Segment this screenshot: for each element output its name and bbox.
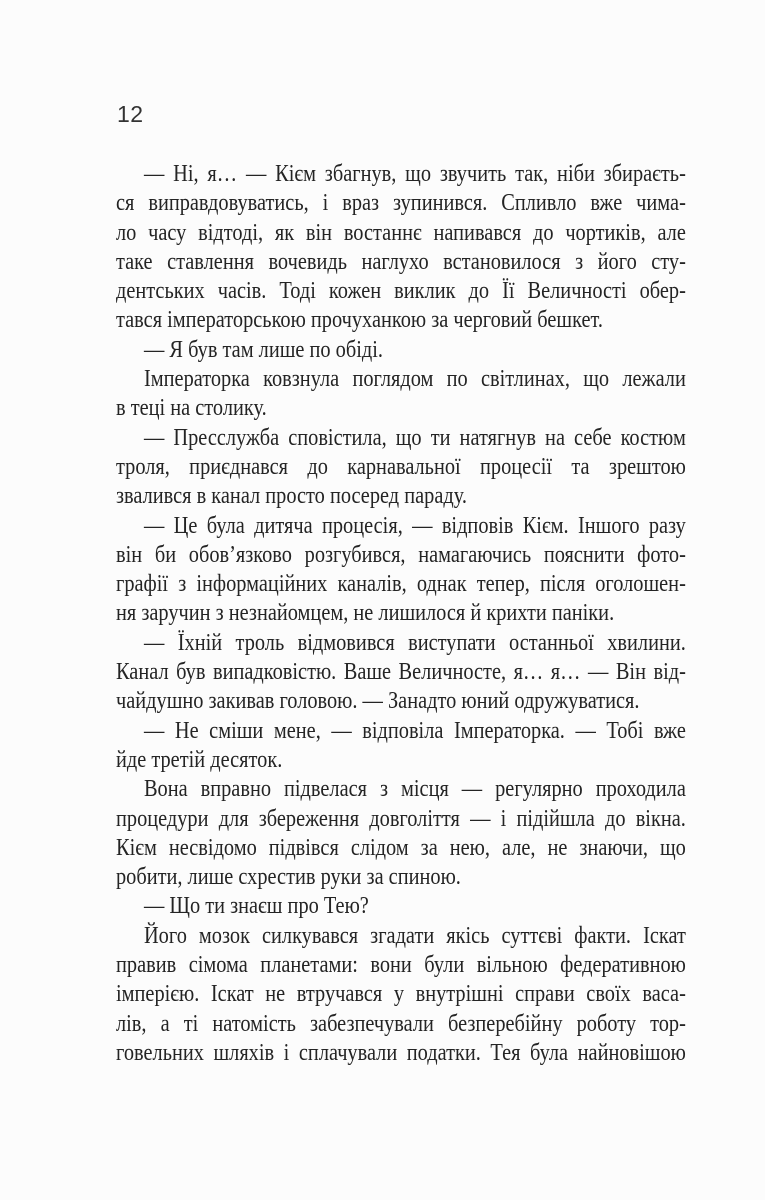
paragraph (116, 717, 686, 776)
paragraph (116, 336, 686, 365)
text-line: робити, лише схрестив руки за спиною. (116, 864, 461, 891)
paragraph (116, 922, 686, 1068)
text-line: в теці на столику. (116, 395, 267, 422)
text-line: він би обов’язково розгубився, намагаючись пояснити фото- (116, 541, 686, 568)
text-line: ся виправдовуватись, і враз зупинився. Спливло вже чима- (116, 190, 686, 217)
paragraph (116, 892, 686, 921)
paragraph (116, 424, 686, 512)
text-line: тався імператорською прочуханкою за черговий бешкет. (116, 307, 603, 334)
text-line: троля, приєднався до карнавальної процесії та зрештою (116, 453, 686, 480)
text-line: говельних шляхів і сплачували податки. Тея була найновішою (116, 1039, 686, 1066)
text-line: дентських часів. Тоді кожен виклик до Її Величності обер- (116, 278, 686, 305)
page-text (116, 160, 686, 1068)
text-line: — Я був там лише по обіді. (143, 336, 383, 363)
text-line: чайдушно закивав головою. — Занадто юний одружуватися. (116, 688, 640, 715)
text-line: процедури для збереження довголіття — і підійшла до вікна. (116, 805, 686, 832)
text-line: — Що ти знаєш про Тею? (143, 893, 369, 920)
text-line: лів, а ті натомість забезпечували безперебійну роботу тор- (116, 1010, 686, 1037)
text-line: ло часу відтоді, як він востаннє напивався до чортиків, але (116, 219, 686, 246)
text-line: — Пресслужба сповістила, що ти натягнув на себе костюм (143, 424, 686, 451)
text-line: Кієм несвідомо підвівся слідом за нею, але, не знаючи, що (116, 834, 686, 861)
paragraph (116, 160, 686, 336)
text-line: — Ні, я… — Кієм збагнув, що звучить так, ніби збираєть- (143, 161, 686, 187)
text-line: Імператорка ковзнула поглядом по світлинах, що лежали (143, 366, 686, 393)
text-line: звалився в канал просто посеред параду. (116, 483, 467, 510)
text-line: Канал був випадковістю. Ваше Величносте, я… я… — Він від- (116, 659, 686, 686)
text-line: — Це була дитяча процесія, — відповів Кієм. Іншого разу (143, 512, 686, 539)
text-line: ня заручин з незнайомцем, не лишилося й крихти паніки. (116, 600, 615, 627)
text-line: — Не сміши мене, — відповіла Імператорка. — Тобі вже (143, 717, 686, 744)
paragraph (116, 775, 686, 892)
paragraph (116, 512, 686, 629)
paragraph (116, 629, 686, 717)
text-line: правив сімома планетами: вони були вільною федеративною (116, 952, 686, 979)
text-line: Його мозок силкувався згадати якісь суттєві факти. Іскат (143, 922, 686, 949)
text-line: графії з інформаційних каналів, однак тепер, після оголошен- (116, 571, 686, 598)
text-line: Вона вправно підвелася з місця — регулярно проходила (143, 776, 686, 803)
text-line: йде третій десяток. (116, 746, 283, 773)
text-line: таке ставлення вочевидь наглухо встановилося з його сту- (116, 248, 686, 275)
page-number: 12 (117, 101, 144, 127)
text-line: — Їхній троль відмовився виступати останньої хвилини. (143, 629, 686, 656)
text-line: імперією. Іскат не втручався у внутрішні справи своїх васа- (116, 981, 686, 1008)
paragraph (116, 365, 686, 424)
